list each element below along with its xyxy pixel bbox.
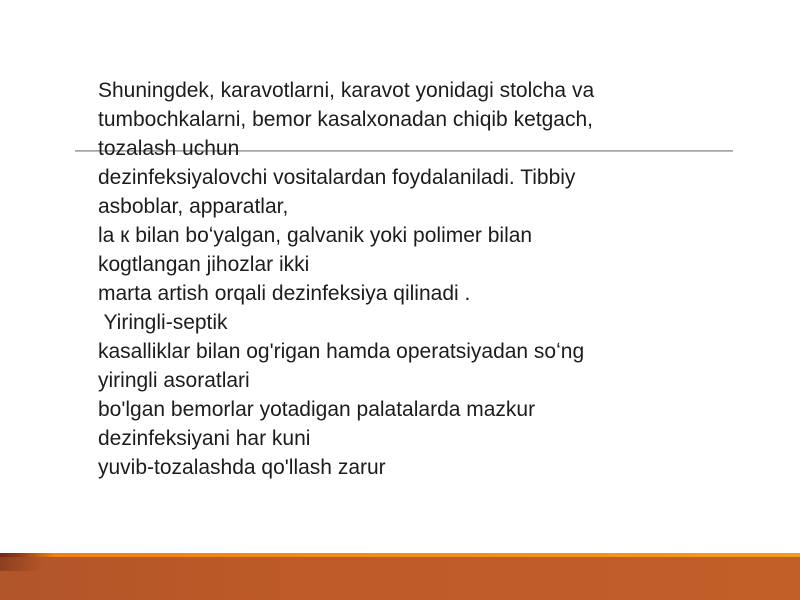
text-line: dezinfeksiyalovchi vositalardan foydalaniladi. Tibbiy bbox=[98, 166, 576, 189]
footer-accent-line bbox=[0, 553, 800, 557]
text-line: bo'lgan bemorlar yotadigan palatalarda mazkur bbox=[98, 398, 536, 421]
text-line: tozalash uchun bbox=[98, 137, 240, 160]
footer-corner-accent bbox=[0, 557, 52, 571]
text-line: marta artish orqali dezinfeksiya qilinadi . bbox=[98, 282, 471, 305]
text-line: dezinfeksiyani har kuni bbox=[98, 427, 311, 450]
text-line: asboblar, apparatlar, bbox=[98, 195, 289, 218]
text-line: tumbochkalarni, bemor kasalxonadan chiqib ketgach, bbox=[98, 108, 593, 131]
text-line: yiringli asoratlari bbox=[98, 369, 250, 392]
text-line: kasalliklar bilan og'rigan hamda operatsiyadan soʻng bbox=[98, 340, 585, 363]
text-line: Yiringli-septik bbox=[98, 311, 228, 334]
footer-band bbox=[0, 557, 800, 600]
text-line: kogtlangan jihozlar ikki bbox=[98, 253, 310, 276]
text-line: la к bilan boʻyalgan, galvanik yoki polimer bilan bbox=[98, 224, 533, 247]
body-text-block bbox=[98, 76, 738, 482]
text-line: Shuningdek, karavotlarni, karavot yonidagi stolcha va bbox=[98, 79, 595, 102]
text-line: yuvib-tozalashda qo'llash zarur bbox=[98, 456, 386, 479]
